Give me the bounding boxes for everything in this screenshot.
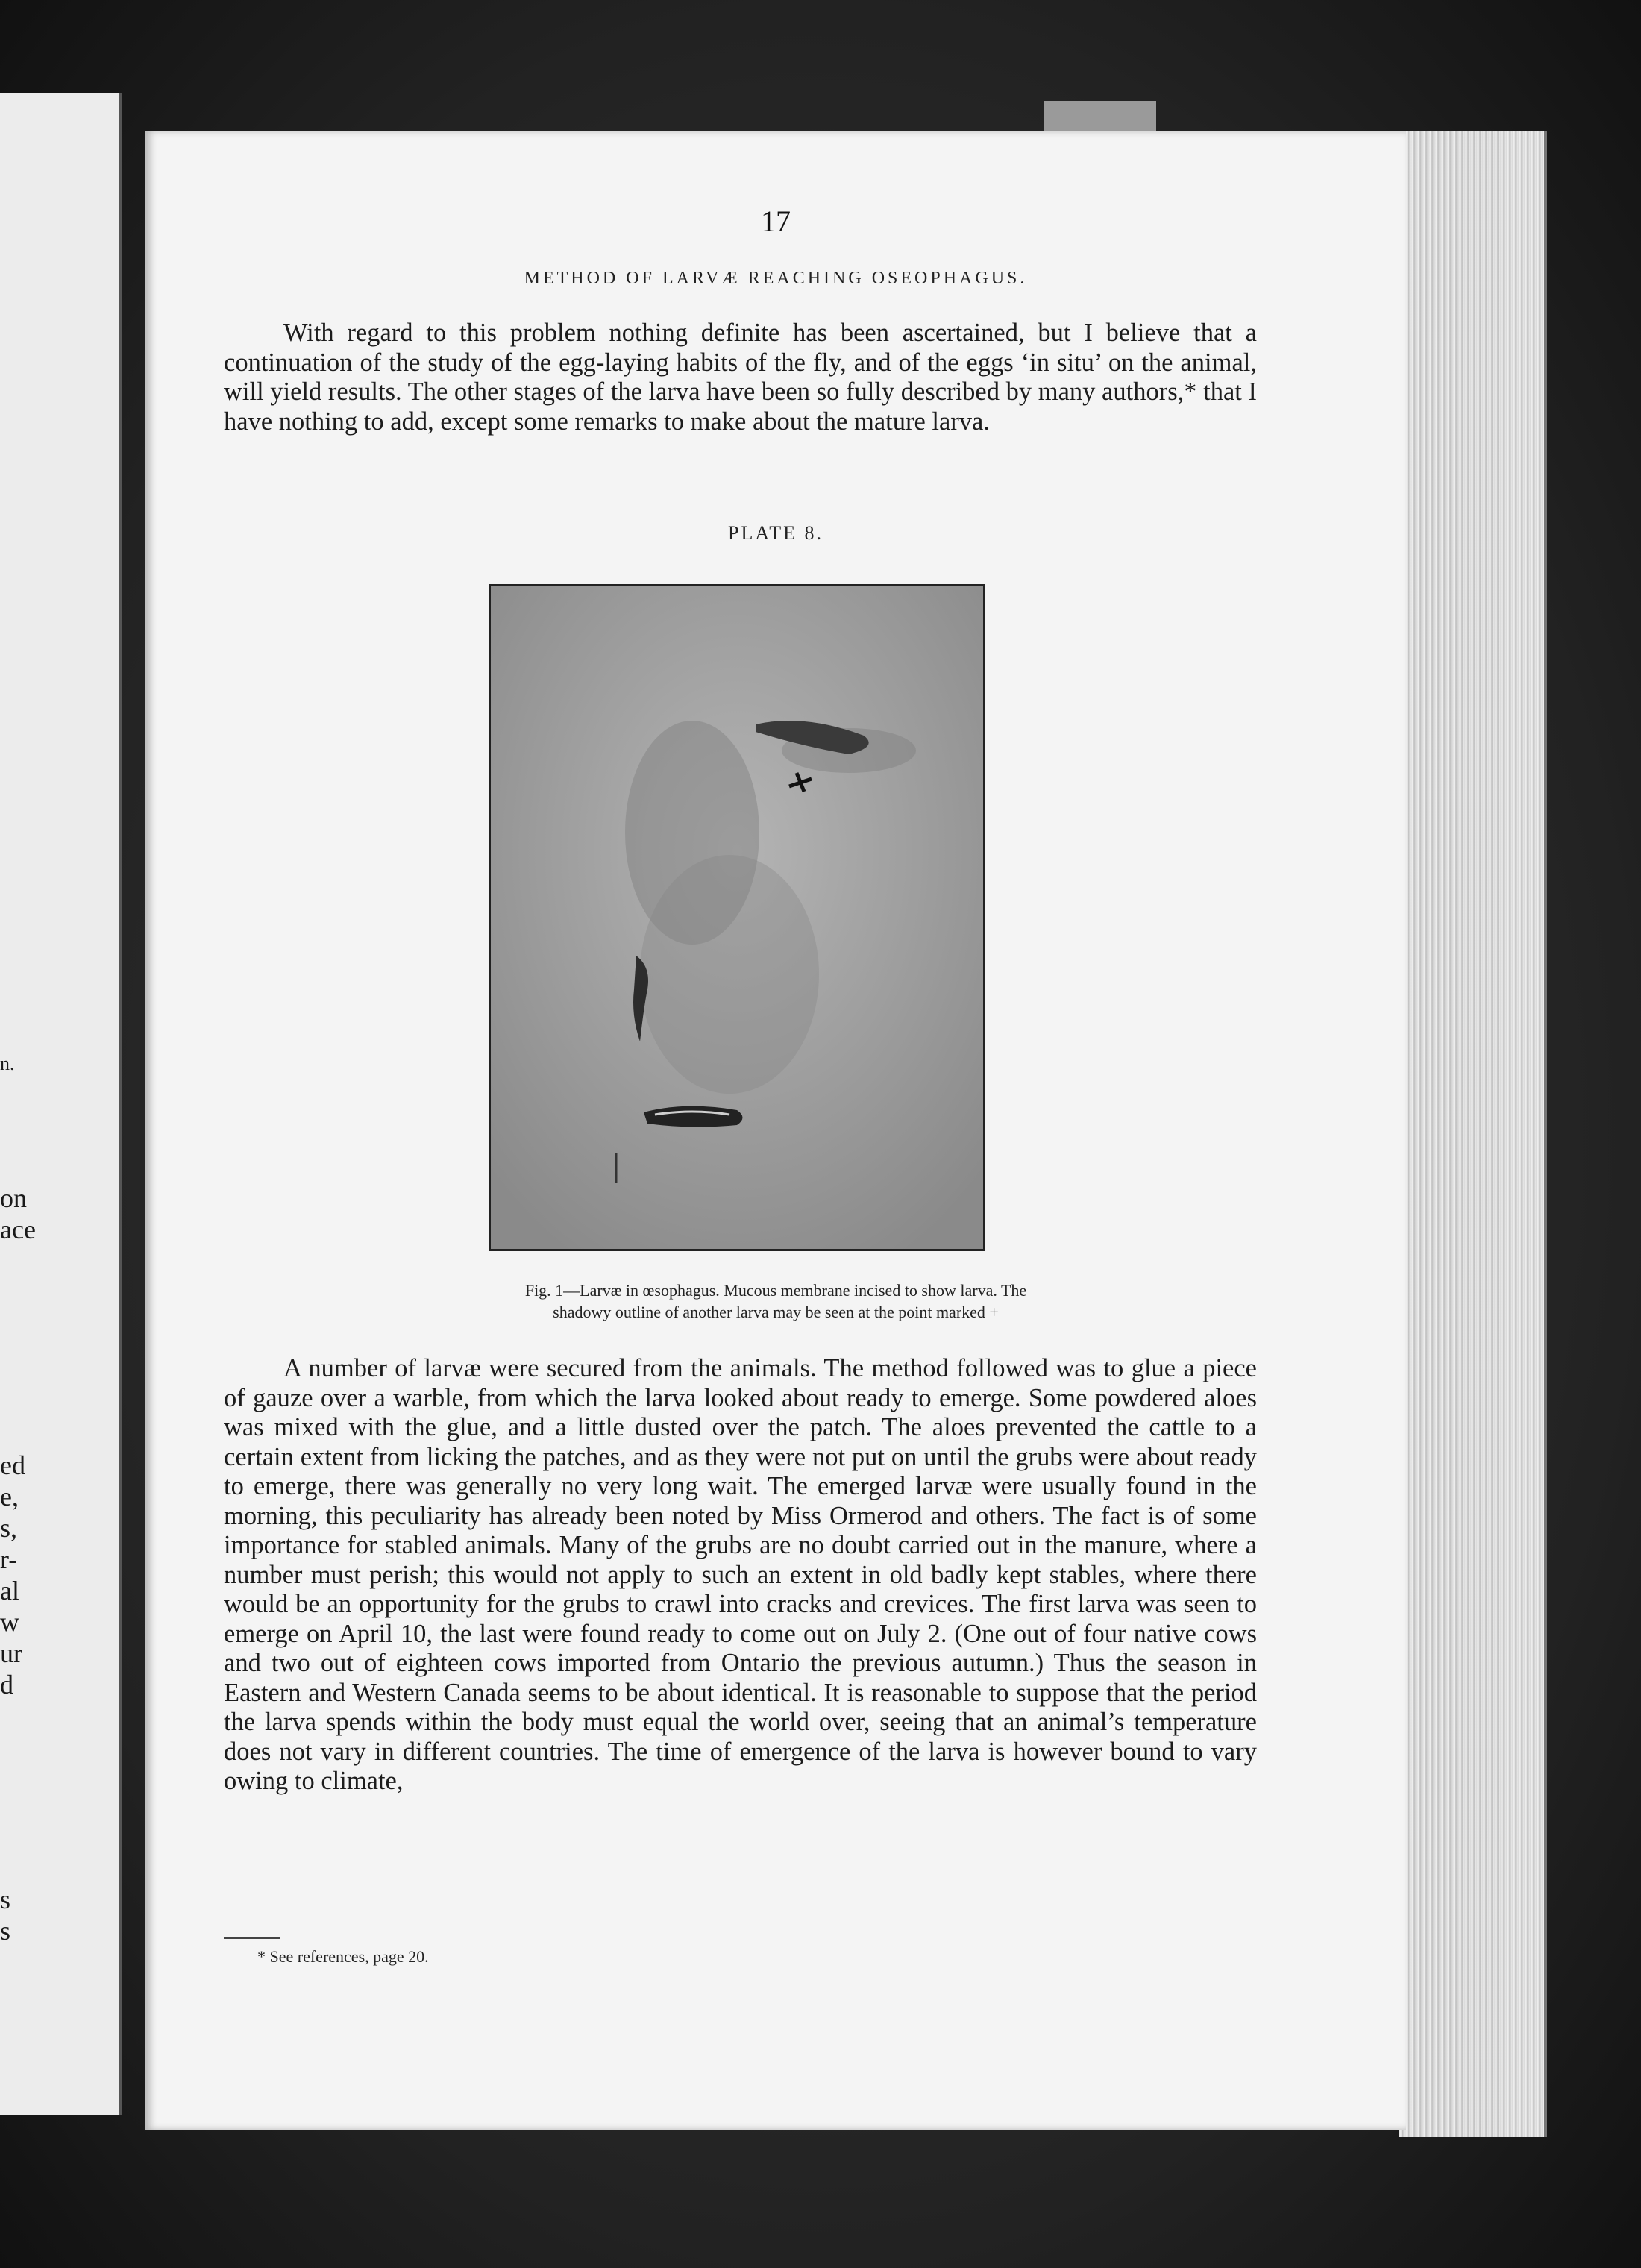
left-page-fragment: s, xyxy=(0,1513,18,1543)
paragraph-intro: With regard to this problem nothing definite has been ascertained, but I believe that a continuation of the study of the egg-laying habits of the fly, and of the eggs ‘in situ’ on the animal, will yield results. The other stages of the larva have been so fully described by many authors,* that I have nothing to add, except some remarks to make about the mature larva. xyxy=(224,319,1257,436)
caption-line-1: Fig. 1—Larvæ in œsophagus. Mucous membrane incised to show larva. The xyxy=(524,1281,1027,1300)
left-page-fragment: n. xyxy=(0,1053,15,1074)
section-heading: METHOD OF LARVÆ REACHING OSEOPHAGUS. xyxy=(524,269,1028,288)
left-page-fragment: r- xyxy=(0,1544,18,1574)
footnote-rule xyxy=(224,1937,280,1939)
left-page-fragment: ed xyxy=(0,1450,25,1480)
document-page xyxy=(145,131,1406,2130)
footnote: * See references, page 20. xyxy=(257,1947,429,1966)
left-page-fragment: w xyxy=(0,1607,19,1637)
page-top-tab xyxy=(1044,101,1156,132)
page-number: 17 xyxy=(761,204,791,238)
left-page-fragment: e, xyxy=(0,1482,19,1512)
caption-line-2: shadowy outline of another larva may be seen at the point marked + xyxy=(553,1303,999,1321)
plate-photograph xyxy=(489,584,985,1251)
left-facing-page xyxy=(0,93,122,2115)
left-page-fragment: s xyxy=(0,1885,11,1914)
left-page-fragment: on xyxy=(0,1183,27,1213)
left-page-fragment: ur xyxy=(0,1638,22,1668)
left-page-fragment: al xyxy=(0,1576,19,1606)
left-page-fragment: d xyxy=(0,1670,13,1700)
left-page-fragment: s xyxy=(0,1916,11,1946)
esophagus-photo-image xyxy=(491,586,983,1249)
left-page-fragment: ace xyxy=(0,1215,36,1244)
figure-caption xyxy=(347,1279,1205,1323)
paragraph-main: A number of larvæ were secured from the animals. The method followed was to glue a piece of gauze over a warble, from which the larva looked about ready to emerge. Some powdered aloes was mixed with the glue, and a little dusted over the patch. The aloes prevented the cattle to a certain extent from licking the patches, and as they were not put on until the grubs were about ready to emerge, there was generally no very long wait. The emerged larvæ were usually found in the morning, this peculiarity has already been noted by Miss Ormerod and others. The fact is of some importance for stabled animals. Many of the grubs are no doubt carried out in the manure, where a number must perish; this would not apply to such an extent in old badly kept stables, where there would be an opportunity for the grubs to crawl into cracks and crevices. The first larva was seen to emerge on April 10, the last were found ready to come out on July 2. (One out of four native cows and two out of eighteen cows imported from Ontario the previous autumn.) Thus the season in Eastern and Western Canada seems to be about identical. It is reasonable to suppose that the period the larva spends within the body must equal the world over, seeing that an animal’s temperature does not vary in different countries. The time of emergence of the larva is however bound to vary owing to climate, xyxy=(224,1354,1257,1795)
plate-title: PLATE 8. xyxy=(728,522,823,544)
book-page-edges xyxy=(1399,131,1547,2137)
